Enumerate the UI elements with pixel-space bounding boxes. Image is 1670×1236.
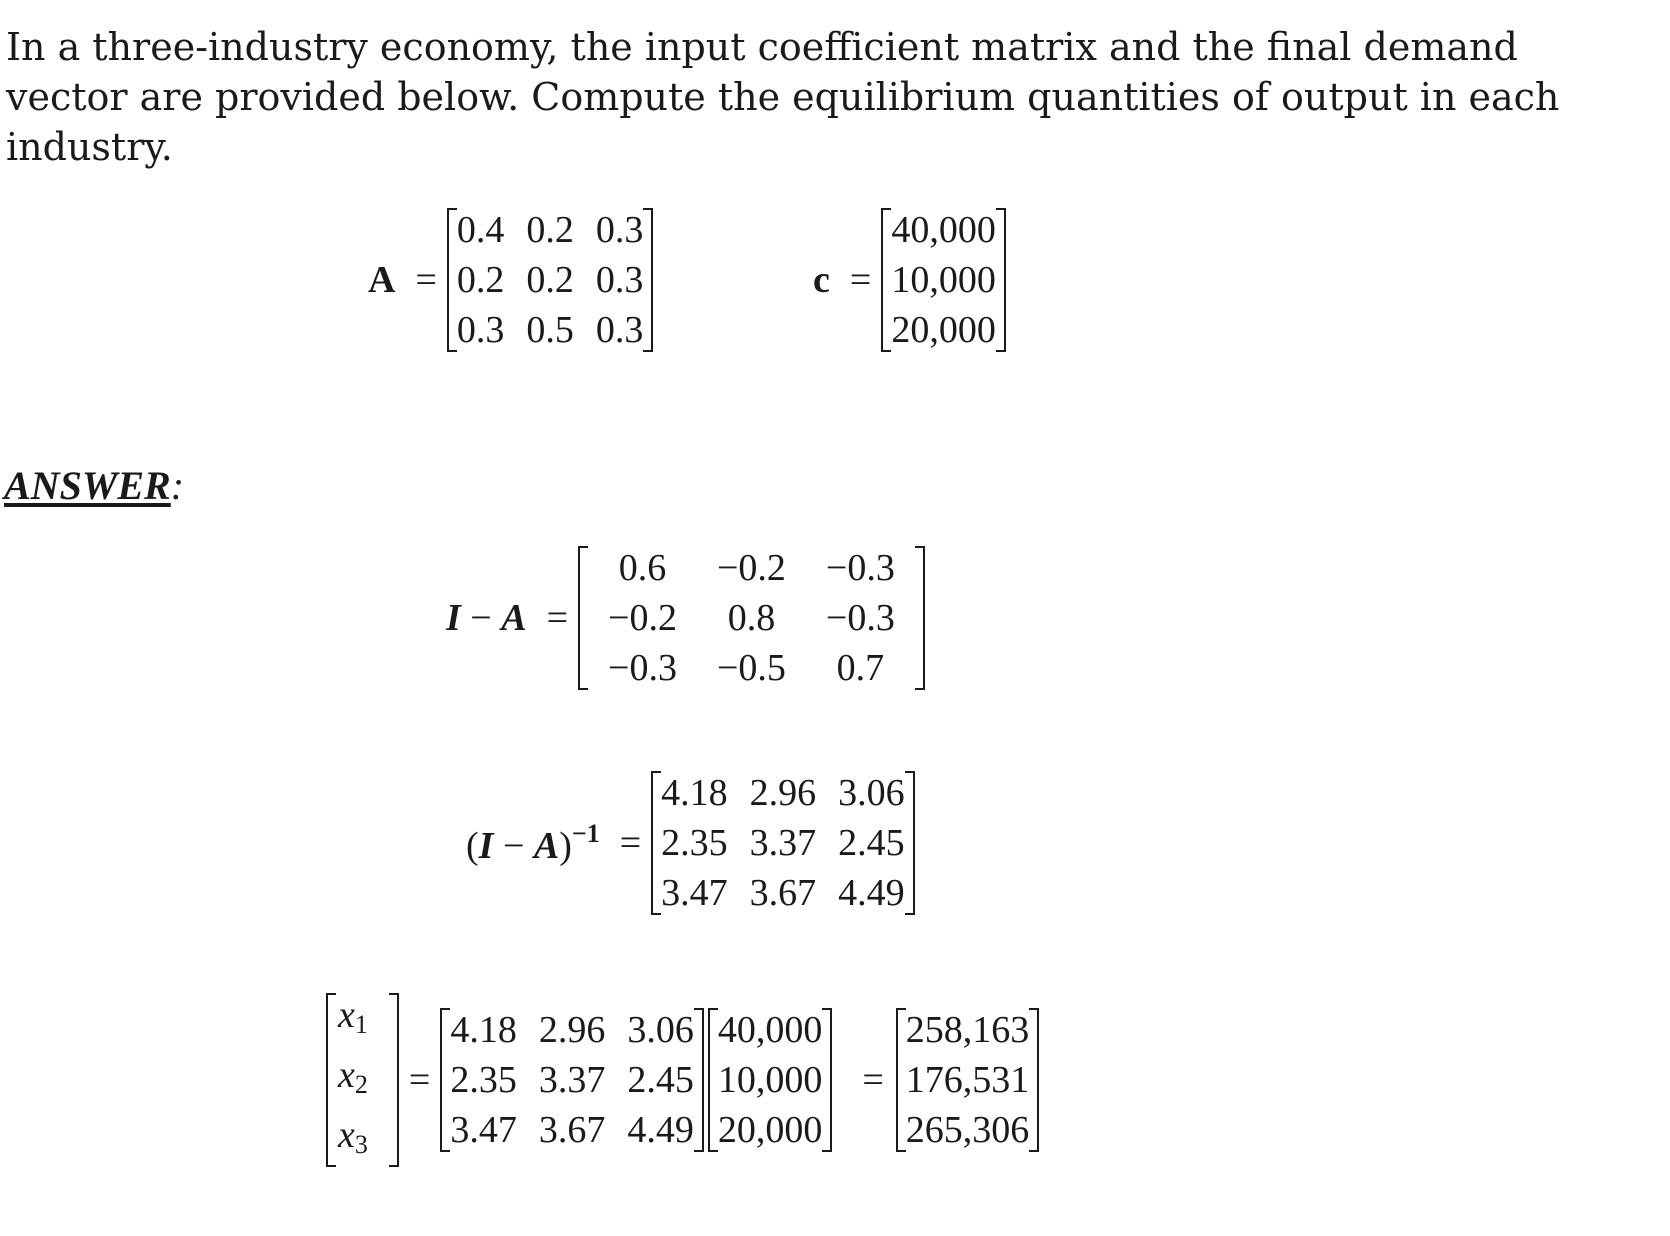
inverse-cell: 4.18 <box>661 772 728 814</box>
open-paren: ( <box>466 824 479 867</box>
inverse-matrix <box>651 768 915 918</box>
inverse-exponent: −1 <box>571 818 600 848</box>
inverse-equation <box>466 768 915 918</box>
inverse-cell: 4.49 <box>838 872 905 914</box>
solution-inverse-cell: 3.06 <box>627 1009 694 1051</box>
solution-inverse-cell: 4.18 <box>450 1009 517 1051</box>
inverse-cell: 3.67 <box>749 872 817 914</box>
solution-equation <box>326 990 1039 1170</box>
i-minus-a-cell: −0.3 <box>608 647 677 689</box>
matrix-a-cell: 0.3 <box>595 209 644 251</box>
vector-c-equation <box>813 205 1006 355</box>
identity-label: I <box>446 597 461 639</box>
equals-sign: = <box>862 1059 884 1101</box>
identity-label: I <box>478 824 494 867</box>
i-minus-a-cell: −0.3 <box>825 597 895 639</box>
result-vector <box>896 1005 1040 1155</box>
a-label: A <box>501 597 527 639</box>
i-minus-a-cell: 0.7 <box>836 647 885 689</box>
inverse-cell: 3.37 <box>749 822 817 864</box>
minus-sign: − <box>502 824 525 867</box>
minus-sign: − <box>470 597 492 639</box>
vector-c-cell: 10,000 <box>891 259 996 301</box>
inverse-cell: 2.45 <box>838 822 905 864</box>
i-minus-a-equation <box>446 543 925 693</box>
answer-label: ANSWER <box>4 463 171 508</box>
equals-sign: = <box>546 597 569 639</box>
result-cell: 258,163 <box>905 1009 1030 1051</box>
matrix-a-cell: 0.3 <box>595 309 644 351</box>
solution-inverse-cell: 2.35 <box>450 1059 517 1101</box>
solution-inverse-cell: 3.37 <box>538 1059 606 1101</box>
equals-sign: = <box>619 822 642 864</box>
equals-sign: = <box>849 259 872 301</box>
matrix-a-cell: 0.3 <box>595 259 644 301</box>
inverse-cell: 2.35 <box>661 822 728 864</box>
vector-c-cell: 20,000 <box>891 309 996 351</box>
problem-statement: In a three-industry economy, the input coefficient matrix and the final demand vector are provided below. Compute the equilibrium quantities of output in each industry. <box>6 25 1560 169</box>
solution-inverse-matrix <box>440 1005 704 1155</box>
x-cell: $x_1$ <box>338 994 368 1039</box>
answer-heading: ANSWER: <box>4 463 185 508</box>
i-minus-a-matrix <box>578 543 925 693</box>
i-minus-a-cell: −0.3 <box>825 547 895 589</box>
vector-c-label: c <box>813 259 830 301</box>
solution-inverse-cell: 3.47 <box>450 1109 517 1151</box>
inverse-cell: 2.96 <box>749 772 817 814</box>
matrix-a <box>447 205 654 355</box>
solution-c-cell: 20,000 <box>717 1109 823 1151</box>
solution-inverse-cell: 2.96 <box>538 1009 606 1051</box>
matrix-a-cell: 0.2 <box>526 209 574 251</box>
i-minus-a-cell: −0.2 <box>716 547 786 589</box>
matrix-a-cell: 0.2 <box>526 259 574 301</box>
vector-c <box>881 205 1006 355</box>
i-minus-a-cell: 0.8 <box>727 597 776 639</box>
matrix-a-cell: 0.2 <box>456 259 505 301</box>
matrix-a-label: A <box>368 259 396 301</box>
matrix-a-equation <box>368 205 653 355</box>
i-minus-a-cell: −0.5 <box>716 647 786 689</box>
result-cell: 176,531 <box>905 1059 1030 1101</box>
solution-c-cell: 10,000 <box>717 1059 823 1101</box>
solution-inverse-cell: 3.67 <box>538 1109 606 1151</box>
solution-c-cell: 40,000 <box>717 1009 823 1051</box>
equals-sign: = <box>415 259 437 301</box>
x-cell: $x_2$ <box>338 1054 368 1099</box>
vector-c-cell: 40,000 <box>891 209 996 251</box>
x-cell: $x_3$ <box>338 1114 368 1159</box>
a-label: A <box>533 824 560 867</box>
solution-inverse-cell: 2.45 <box>627 1059 694 1101</box>
matrix-a-cell: 0.4 <box>456 209 505 251</box>
solution-c-vector <box>708 1005 833 1155</box>
solution-inverse-cell: 4.49 <box>627 1109 694 1151</box>
i-minus-a-cell: −0.2 <box>608 597 677 639</box>
inverse-cell: 3.47 <box>661 872 728 914</box>
i-minus-a-cell: 0.6 <box>618 547 667 589</box>
matrix-a-cell: 0.5 <box>526 309 574 351</box>
result-cell: 265,306 <box>905 1109 1030 1151</box>
matrix-a-cell: 0.3 <box>456 309 505 351</box>
output-vector-x <box>326 990 399 1170</box>
equals-sign: = <box>408 1059 431 1101</box>
close-paren: ) <box>559 824 572 867</box>
inverse-cell: 3.06 <box>838 772 905 814</box>
